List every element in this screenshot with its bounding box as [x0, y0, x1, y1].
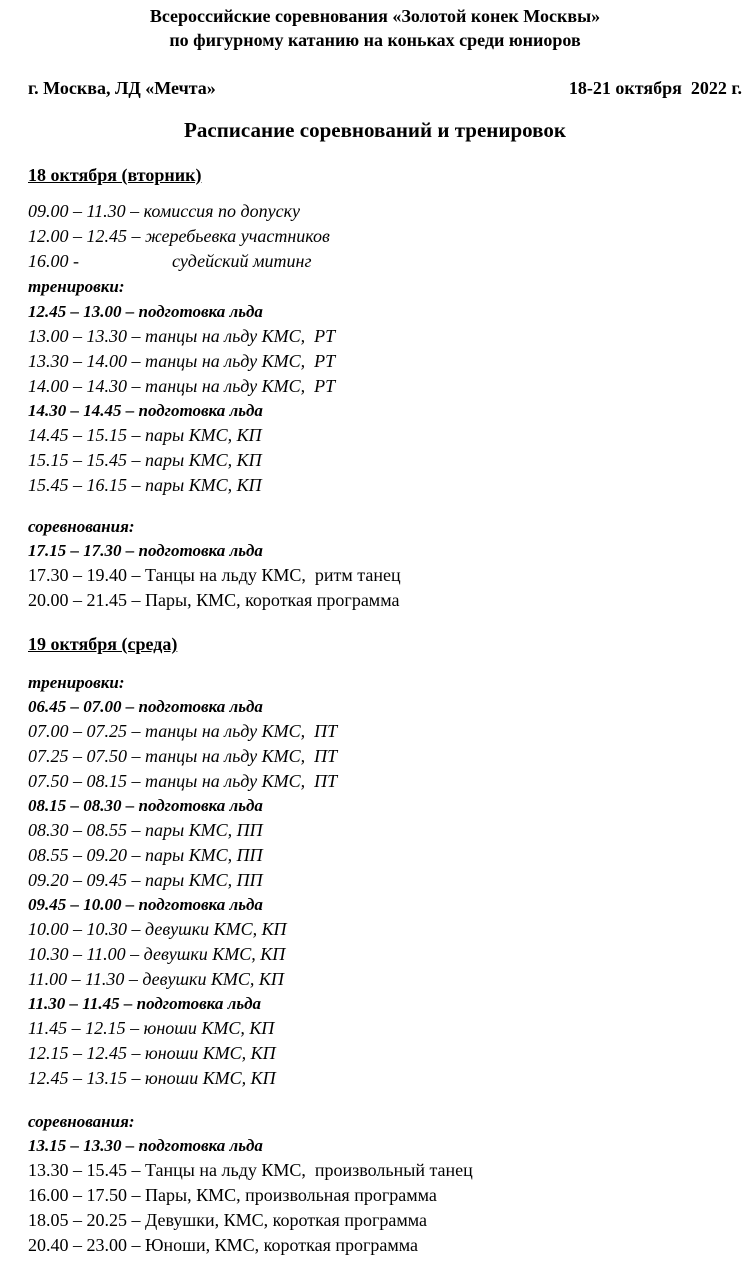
doc-title-line1: Всероссийские соревнования «Золотой конек Москвы» [149, 6, 601, 26]
schedule-line: 15.45 – 16.15 – пары КМС, КП [28, 475, 262, 495]
schedule-line-ice-prep: 14.30 – 14.45 – подготовка льда [28, 401, 263, 420]
schedule-line: 16.00 – 17.50 – Пары, КМС, произвольная программа [28, 1185, 437, 1205]
event-label: судейский митинг [172, 251, 312, 271]
schedule-line: 07.50 – 08.15 – танцы на льду КМС, ПТ [28, 771, 338, 791]
day-heading: 19 октября (среда) [28, 634, 178, 654]
schedule-line: 08.55 – 09.20 – пары КМС, ПП [28, 845, 263, 865]
doc-title-line2: по фигурному катанию на коньках среди юниоров [169, 30, 581, 50]
schedule-line: 15.15 – 15.45 – пары КМС, КП [28, 450, 262, 470]
schedule-line: 12.00 – 12.45 – жеребьевка участников [28, 226, 330, 246]
section-label: соревнования: [28, 517, 135, 536]
schedule-line: 09.00 – 11.30 – комиссия по допуску [28, 201, 301, 221]
section-label: тренировки: [28, 673, 125, 692]
schedule-line: 20.00 – 21.45 – Пары, КМС, короткая программа [28, 590, 400, 610]
schedule-line-ice-prep: 13.15 – 13.30 – подготовка льда [28, 1136, 263, 1155]
schedule-line: 07.00 – 07.25 – танцы на льду КМС, ПТ [28, 721, 338, 741]
section-label: тренировки: [28, 277, 125, 296]
schedule-line [28, 249, 311, 273]
schedule-line-ice-prep: 11.30 – 11.45 – подготовка льда [28, 994, 262, 1013]
schedule-line: 17.30 – 19.40 – Танцы на льду КМС, ритм танец [28, 565, 401, 585]
schedule-line: 13.30 – 14.00 – танцы на льду КМС, РТ [28, 351, 336, 371]
schedule-line: 11.45 – 12.15 – юноши КМС, КП [28, 1018, 275, 1038]
schedule-line: 18.05 – 20.25 – Девушки, КМС, короткая программа [28, 1210, 427, 1230]
schedule-line: 12.45 – 13.15 – юноши КМС, КП [28, 1068, 276, 1088]
schedule-title: Расписание соревнований и тренировок [184, 118, 566, 142]
schedule-line: 20.40 – 23.00 – Юноши, КМС, короткая программа [28, 1235, 418, 1255]
schedule-line-ice-prep: 17.15 – 17.30 – подготовка льда [28, 541, 263, 560]
venue: г. Москва, ЛД «Мечта» [28, 78, 216, 98]
schedule-line: 13.30 – 15.45 – Танцы на льду КМС, произвольный танец [28, 1160, 473, 1180]
schedule-line: 10.30 – 11.00 – девушки КМС, КП [28, 944, 286, 964]
schedule-line-ice-prep: 09.45 – 10.00 – подготовка льда [28, 895, 263, 914]
time-range: 16.00 - [28, 251, 79, 271]
schedule-line: 14.45 – 15.15 – пары КМС, КП [28, 425, 262, 445]
schedule-line: 14.00 – 14.30 – танцы на льду КМС, РТ [28, 376, 336, 396]
day-heading: 18 октября (вторник) [28, 165, 202, 185]
schedule-line: 09.20 – 09.45 – пары КМС, ПП [28, 870, 263, 890]
schedule-line: 07.25 – 07.50 – танцы на льду КМС, ПТ [28, 746, 338, 766]
schedule-line: 11.00 – 11.30 – девушки КМС, КП [28, 969, 284, 989]
schedule-line-ice-prep: 08.15 – 08.30 – подготовка льда [28, 796, 263, 815]
schedule-line-ice-prep: 06.45 – 07.00 – подготовка льда [28, 697, 263, 716]
schedule-line: 13.00 – 13.30 – танцы на льду КМС, РТ [28, 326, 336, 346]
schedule-line: 10.00 – 10.30 – девушки КМС, КП [28, 919, 287, 939]
section-label: соревнования: [28, 1112, 135, 1131]
schedule-line-ice-prep: 12.45 – 13.00 – подготовка льда [28, 302, 263, 321]
event-dates: 18-21 октября 2022 г. [568, 78, 742, 98]
schedule-line: 08.30 – 08.55 – пары КМС, ПП [28, 820, 263, 840]
schedule-line: 12.15 – 12.45 – юноши КМС, КП [28, 1043, 276, 1063]
